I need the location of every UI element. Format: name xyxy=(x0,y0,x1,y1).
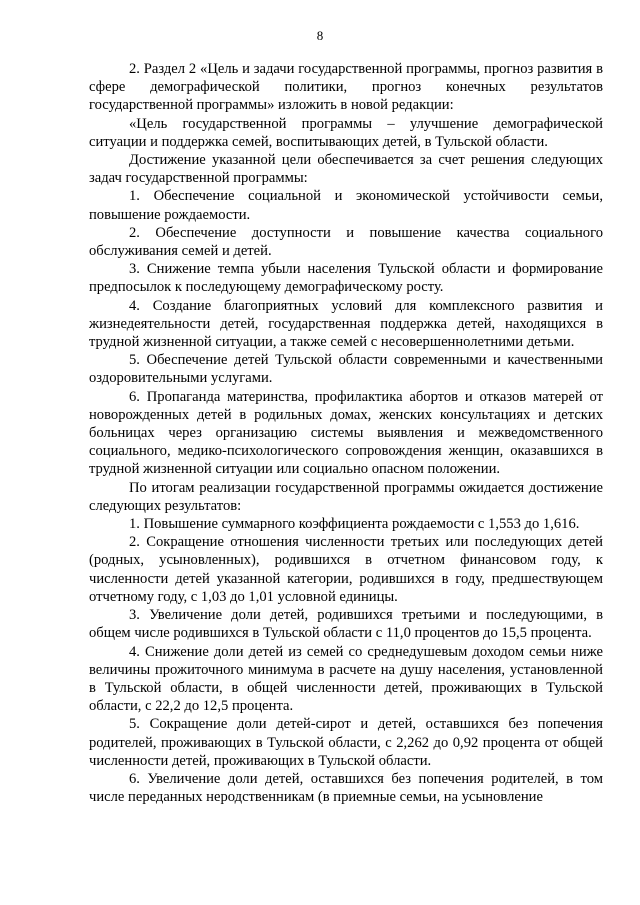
paragraph-result-3: 3. Увеличение доли детей, родившихся третьими и последующими, в общем числе родившихся в Тульской области с 11,0 процентов до 15,5 процента. xyxy=(89,607,603,642)
paragraph-result-5: 5. Сокращение доли детей-сирот и детей, оставшихся без попечения родителей, проживающих в Тульской области, с 2,262 до 0,92 процента от общей численности детей, проживающих в Тульской области. xyxy=(89,716,603,769)
paragraph-result-2: 2. Сокращение отношения численности третьих или последующих детей (родных, усыновленных), родившихся в отчетном финансовом году, к численности детей указанной категории, родившихся в году, предшествующем отчетному году, с 1,03 до 1,01 условной единицы. xyxy=(89,534,603,605)
paragraph-tasks-intro: Достижение указанной цели обеспечивается за счет решения следующих задач государственной программы: xyxy=(89,152,603,187)
paragraph-result-4: 4. Снижение доли детей из семей со среднедушевым доходом семьи ниже величины прожиточного минимума в расчете на душу населения, установленной в Тульской области, в общей численности детей, проживающих в Тульской области, с 22,2 до 12,5 процента. xyxy=(89,643,603,715)
paragraph-task-2: 2. Обеспечение доступности и повышение качества социального обслуживания семей и детей. xyxy=(89,224,603,260)
paragraph-result-1: 1. Повышение суммарного коэффициента рождаемости с 1,553 до 1,616. xyxy=(129,516,580,533)
paragraph-results-intro: По итогам реализации государственной программы ожидается достижение следующих результатов: xyxy=(89,479,603,514)
paragraph-task-1: 1. Обеспечение социальной и экономической устойчивости семьи, повышение рождаемости. xyxy=(89,188,603,223)
paragraph-task-3: 3. Снижение темпа убыли населения Тульской области и формирование предпосылок к последующему демографическому росту. xyxy=(89,261,603,296)
page-number: 8 xyxy=(316,28,324,43)
paragraph-task-5: 5. Обеспечение детей Тульской области современными и качественными оздоровительными услугами. xyxy=(89,352,603,387)
paragraph-result-6: 6. Увеличение доли детей, оставшихся без попечения родителей, в том числе переданных неродственникам (в приемные семьи, на усыновление xyxy=(89,770,603,806)
paragraph-task-6: 6. Пропаганда материнства, профилактика абортов и отказов матерей от новорожденных детей в родильных домах, женских консультациях и детских больницах через организацию системы выявления и межведомственного социального, медико-психологического сопровождения женщин, оказавшихся в трудной жизненной ситуации или социально опасном положении. xyxy=(89,388,603,478)
paragraph-program-goal: «Цель государственной программы – улучшение демографической ситуации и поддержка семей, воспитывающих детей, в Тульской области. xyxy=(89,115,603,150)
paragraph-section-2-heading: 2. Раздел 2 «Цель и задачи государственной программы, прогноз развития в сфере демографической политики, прогноз конечных результатов государственной программы» изложить в новой редакции: xyxy=(89,61,603,114)
document-body xyxy=(89,60,603,806)
paragraph-task-4: 4. Создание благоприятных условий для комплексного развития и жизнедеятельности детей, государственная поддержка детей, находящихся в трудной жизненной ситуации, а также семей с несовершеннолетними детьми. xyxy=(89,297,603,351)
